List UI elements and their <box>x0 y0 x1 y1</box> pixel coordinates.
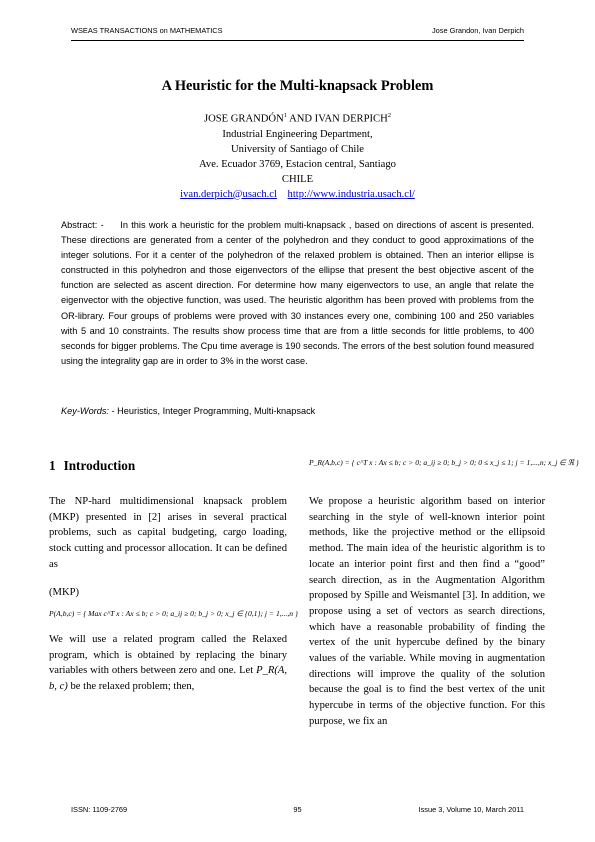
website-link[interactable]: http://www.industria.usach.cl/ <box>287 188 415 200</box>
affiliation-line: Industrial Engineering Department, <box>222 128 373 140</box>
issue-info: Issue 3, Volume 10, March 2011 <box>418 805 524 814</box>
relaxed-problem-equation: P_R(A,b,c) = { c^T x : Ax ≤ b; c > 0; a_ij ≥ 0; b_j > 0; 0 ≤ x_j ≤ 1; j = 1,...,n; x_j ∈ ℜ } <box>309 458 579 467</box>
relaxed-paragraph: We will use a related program called the Relaxed program, which is obtained by replacing the binary variables with others between zero and one. Let P_R(A, b, c) be the relaxed problem; then, <box>49 633 287 693</box>
affiliation-line: University of Santiago of Chile <box>231 143 364 155</box>
section-number: 1 <box>49 458 56 473</box>
contact-links <box>0 187 595 202</box>
author-block <box>0 108 595 202</box>
page-number: 95 <box>293 805 302 814</box>
page-footer <box>71 805 524 817</box>
relaxed-symbol: P_R(A, b, c) <box>49 665 287 693</box>
author-names: JOSE GRANDÓN$^1$ AND IVAN DERPICH$^2$ <box>203 112 391 125</box>
header-rule <box>71 40 524 41</box>
header-authors: Jose Grandon, Ivan Derpich <box>431 26 524 35</box>
mkp-equation: P(A,b,c) = { Max c^T x : Ax ≤ b; c > 0; a_ij ≥ 0; b_j > 0; x_j ∈ {0,1}; j = 1,...,n } <box>49 609 298 619</box>
mkp-label: (MKP) <box>49 586 80 598</box>
abstract-label: Abstract: - <box>61 220 104 230</box>
keywords-label: Key-Words: <box>61 406 109 416</box>
issn: ISSN: 1109-2769 <box>71 805 128 814</box>
affiliation-line: Ave. Ecuador 3769, Estacion central, Santiago <box>199 158 396 170</box>
method-paragraph: We propose a heuristic algorithm based on interior searching in the style of well-known interior point methods, like the projective method or the ellipsoid method. The main idea of the heuristic algorithm is to locate an interior point first and then find a “good” search direction, as in the Augmentation Algorithm proposed by Spille and Weismantel [3]. In addition, we propose using a set of vectors as search directions, which have a reasonable probability of finding the vertex of the unit hypercube defined by the binary values of the variable. While moving in augmentation directions will improve the quality of the solution because the goal is to find the best vertex of the unit hypercube in terms of the objective function. For this purpose, we fix an <box>309 496 545 727</box>
email-link[interactable]: ivan.derpich@usach.cl <box>180 188 277 200</box>
running-header <box>71 26 524 38</box>
journal-name: WSEAS TRANSACTIONS on MATHEMATICS <box>71 26 223 35</box>
intro-paragraph: The NP-hard multidimensional knapsack problem (MKP) presented in [2] arises in several practical problems, such as capital budgeting, cargo loading, stock cutting and processor allocation. It can be defined as <box>49 496 287 570</box>
abstract <box>61 218 534 369</box>
paper-title: A Heuristic for the Multi-knapsack Problem <box>161 78 434 94</box>
abstract-text: In this work a heuristic for the problem multi-knapsack , based on directions of ascent is presented. These directions are generated from a center of the polyhedron and they conduct to good approximations of the integer solutions. For it a center of the polyhedron of the relaxed problem is obtained. Then an interior ellipse is constructed in this polyhedron and those eigenvectors of the ellipse that present the best objective ascent of the function are selected as ascent direction. For determine how many eigenvectors to use, an angle that relate the eigenvector with the objective function, was used. The heuristic algorithm has been proved with problems from the OR-library. Four groups of problems were proved with 30 instances every one, combining 100 and 250 variables with 5 and 10 constraints. The results show process time that are from a little seconds for little problems, to 400 seconds for bigger problems. The Cpu time average is 190 seconds. The errors of the best solution found measured using the integrality gap are in order to 3% in the worst case. <box>61 220 534 366</box>
left-column <box>49 494 298 695</box>
section-title: Introduction <box>63 458 136 473</box>
right-column <box>309 494 545 730</box>
section-heading <box>49 458 135 474</box>
keywords <box>61 406 534 416</box>
keywords-text: - Heuristics, Integer Programming, Multi-knapsack <box>109 406 316 416</box>
affiliation-line: CHILE <box>281 173 314 185</box>
